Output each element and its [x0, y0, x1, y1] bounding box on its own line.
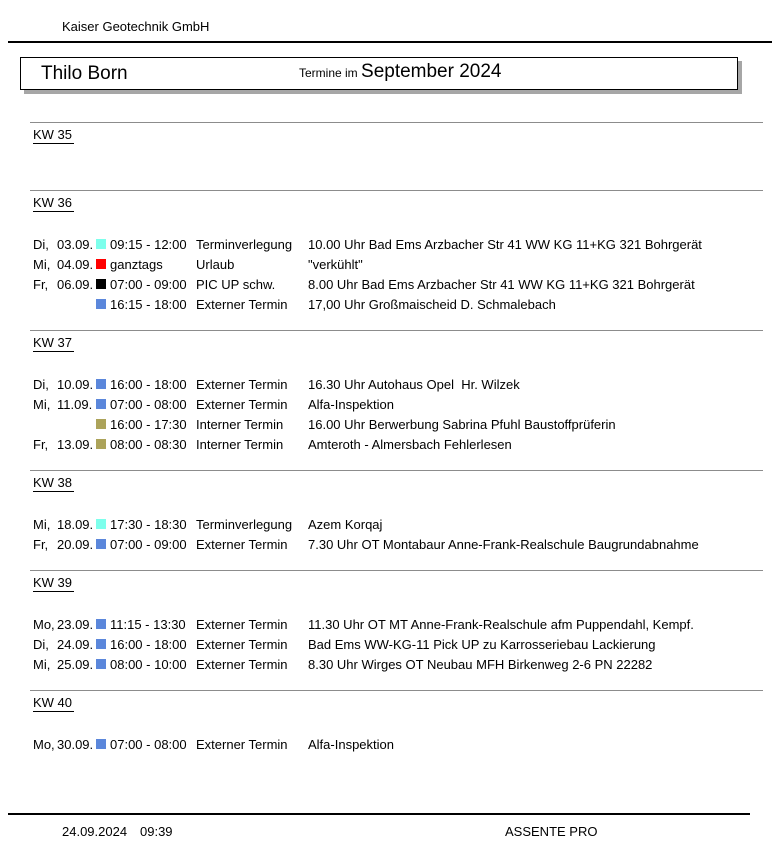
- week-rows: [30, 374, 763, 454]
- appointment-category: Interner Termin: [196, 416, 284, 432]
- person-name: Thilo Born: [41, 62, 128, 84]
- appointment-time: 11:15 - 13:30: [110, 616, 186, 632]
- appointment-date: 10.09.: [57, 376, 94, 392]
- appointment-date: 23.09.: [57, 616, 94, 632]
- appointment-date: 11.09.: [57, 396, 93, 412]
- category-color-marker: [96, 379, 106, 389]
- application-name: ASSENTE PRO: [505, 824, 598, 839]
- footer-divider-line: [8, 813, 750, 815]
- appointment-day: Mo,: [33, 736, 55, 752]
- appointment-category: Externer Termin: [196, 616, 288, 632]
- appointment-row: [30, 614, 763, 634]
- category-color-marker: [96, 639, 106, 649]
- appointment-day: Fr,: [33, 536, 49, 552]
- appointment-time: 08:00 - 08:30: [110, 436, 187, 452]
- appointment-description: Azem Korqaj: [308, 516, 383, 532]
- week-section: [30, 190, 763, 314]
- appointment-date: 03.09.: [57, 236, 94, 252]
- week-rows: [30, 514, 763, 554]
- appointment-description: 8.30 Uhr Wirges OT Neubau MFH Birkenweg 2-6 PN 22282: [308, 656, 653, 672]
- period-label: Termine im: [299, 66, 362, 80]
- appointment-description: 11.30 Uhr OT MT Anne-Frank-Realschule afm Puppendahl, Kempf.: [308, 616, 694, 632]
- appointment-time: 09:15 - 12:00: [110, 236, 187, 252]
- appointment-row: [30, 654, 763, 674]
- appointment-row: [30, 434, 763, 454]
- category-color-marker: [96, 259, 106, 269]
- week-section: [30, 330, 763, 454]
- appointment-time: ganztags: [110, 256, 163, 272]
- report-title-box: [20, 57, 738, 90]
- appointment-description: 17,00 Uhr Großmaischeid D. Schmalebach: [308, 296, 556, 312]
- appointment-time: 07:00 - 08:00: [110, 736, 187, 752]
- category-color-marker: [96, 739, 106, 749]
- appointment-category: Urlaub: [196, 256, 235, 272]
- appointment-category: Terminverlegung: [196, 236, 293, 252]
- appointment-row: [30, 394, 763, 414]
- appointment-description: 10.00 Uhr Bad Ems Arzbacher Str 41 WW KG 11+KG 321 Bohrgerät: [308, 236, 702, 252]
- appointment-row: [30, 274, 763, 294]
- appointment-time: 16:00 - 18:00: [110, 636, 187, 652]
- week-label: KW 36: [33, 195, 73, 210]
- appointment-row: [30, 634, 763, 654]
- appointment-description: Amteroth - Almersbach Fehlerlesen: [308, 436, 512, 452]
- appointment-day: Mi,: [33, 516, 51, 532]
- appointment-row: [30, 534, 763, 554]
- appointment-row: [30, 374, 763, 394]
- appointment-description: Alfa-Inspektion: [308, 396, 394, 412]
- appointment-date: 30.09.: [57, 736, 94, 752]
- appointment-time: 07:00 - 09:00: [110, 276, 187, 292]
- appointment-date: 24.09.: [57, 636, 94, 652]
- appointment-category: Externer Termin: [196, 636, 288, 652]
- appointment-date: 20.09.: [57, 536, 94, 552]
- appointment-row: [30, 734, 763, 754]
- appointment-category: Externer Termin: [196, 656, 288, 672]
- week-label: KW 39: [33, 575, 73, 590]
- company-name: Kaiser Geotechnik GmbH: [62, 19, 210, 34]
- appointment-date: 18.09.: [57, 516, 94, 532]
- period-value: September 2024: [361, 61, 502, 82]
- appointment-row: [30, 234, 763, 254]
- category-color-marker: [96, 419, 106, 429]
- appointment-category: Externer Termin: [196, 536, 288, 552]
- week-rows: [30, 234, 763, 314]
- week-rows: [30, 166, 763, 174]
- week-label: KW 40: [33, 695, 73, 710]
- appointment-row: [30, 514, 763, 534]
- category-color-marker: [96, 399, 106, 409]
- appointment-time: 16:00 - 18:00: [110, 376, 187, 392]
- appointment-time: 16:15 - 18:00: [110, 296, 187, 312]
- appointment-date: 06.09.: [57, 276, 94, 292]
- category-color-marker: [96, 299, 106, 309]
- appointment-time: 17:30 - 18:30: [110, 516, 187, 532]
- appointment-time: 07:00 - 09:00: [110, 536, 187, 552]
- appointment-category: Externer Termin: [196, 376, 288, 392]
- category-color-marker: [96, 519, 106, 529]
- appointment-row: [30, 254, 763, 274]
- appointment-time: 16:00 - 17:30: [110, 416, 187, 432]
- week-section: [30, 690, 763, 754]
- appointment-category: Externer Termin: [196, 736, 288, 752]
- weeks-container: [30, 122, 763, 770]
- appointment-time: 07:00 - 08:00: [110, 396, 187, 412]
- category-color-marker: [96, 239, 106, 249]
- appointment-row: [30, 294, 763, 314]
- appointment-day: Mo,: [33, 616, 55, 632]
- week-label: KW 37: [33, 335, 73, 350]
- category-color-marker: [96, 439, 106, 449]
- appointment-day: Fr,: [33, 276, 49, 292]
- week-section: [30, 570, 763, 674]
- week-label: KW 35: [33, 127, 73, 142]
- appointment-day: Mi,: [33, 396, 51, 412]
- appointment-day: Fr,: [33, 436, 49, 452]
- week-rows: [30, 734, 763, 754]
- appointment-date: 04.09.: [57, 256, 94, 272]
- appointment-description: Alfa-Inspektion: [308, 736, 394, 752]
- appointment-date: 13.09.: [57, 436, 94, 452]
- appointment-row: [30, 414, 763, 434]
- category-color-marker: [96, 659, 106, 669]
- category-color-marker: [96, 539, 106, 549]
- category-color-marker: [96, 619, 106, 629]
- appointment-description: 16.30 Uhr Autohaus Opel Hr. Wilzek: [308, 376, 520, 392]
- appointment-day: Di,: [33, 636, 49, 652]
- appointment-day: Mi,: [33, 656, 51, 672]
- appointment-time: 08:00 - 10:00: [110, 656, 187, 672]
- appointment-category: Externer Termin: [196, 396, 288, 412]
- week-label: KW 38: [33, 475, 73, 490]
- appointment-category: Terminverlegung: [196, 516, 293, 532]
- appointment-description: 7.30 Uhr OT Montabaur Anne-Frank-Realschule Baugrundabnahme: [308, 536, 699, 552]
- category-color-marker: [96, 279, 106, 289]
- print-date: 24.09.2024: [62, 824, 128, 839]
- appointment-day: Di,: [33, 376, 49, 392]
- week-section: [30, 122, 763, 174]
- appointment-day: Mi,: [33, 256, 51, 272]
- appointment-category: Externer Termin: [196, 296, 288, 312]
- report-period: [299, 61, 502, 83]
- appointment-category: PIC UP schw.: [196, 276, 276, 292]
- week-rows: [30, 614, 763, 674]
- appointment-day: Di,: [33, 236, 49, 252]
- appointment-description: 16.00 Uhr Berwerbung Sabrina Pfuhl Baustoffprüferin: [308, 416, 616, 432]
- week-section: [30, 470, 763, 554]
- appointment-description: 8.00 Uhr Bad Ems Arzbacher Str 41 WW KG 11+KG 321 Bohrgerät: [308, 276, 695, 292]
- appointment-description: Bad Ems WW-KG-11 Pick UP zu Karrosseriebau Lackierung: [308, 636, 656, 652]
- header-divider-line: [8, 41, 772, 43]
- appointment-category: Interner Termin: [196, 436, 284, 452]
- appointment-description: "verkühlt": [308, 256, 363, 272]
- print-time: 09:39: [140, 824, 173, 839]
- appointment-date: 25.09.: [57, 656, 94, 672]
